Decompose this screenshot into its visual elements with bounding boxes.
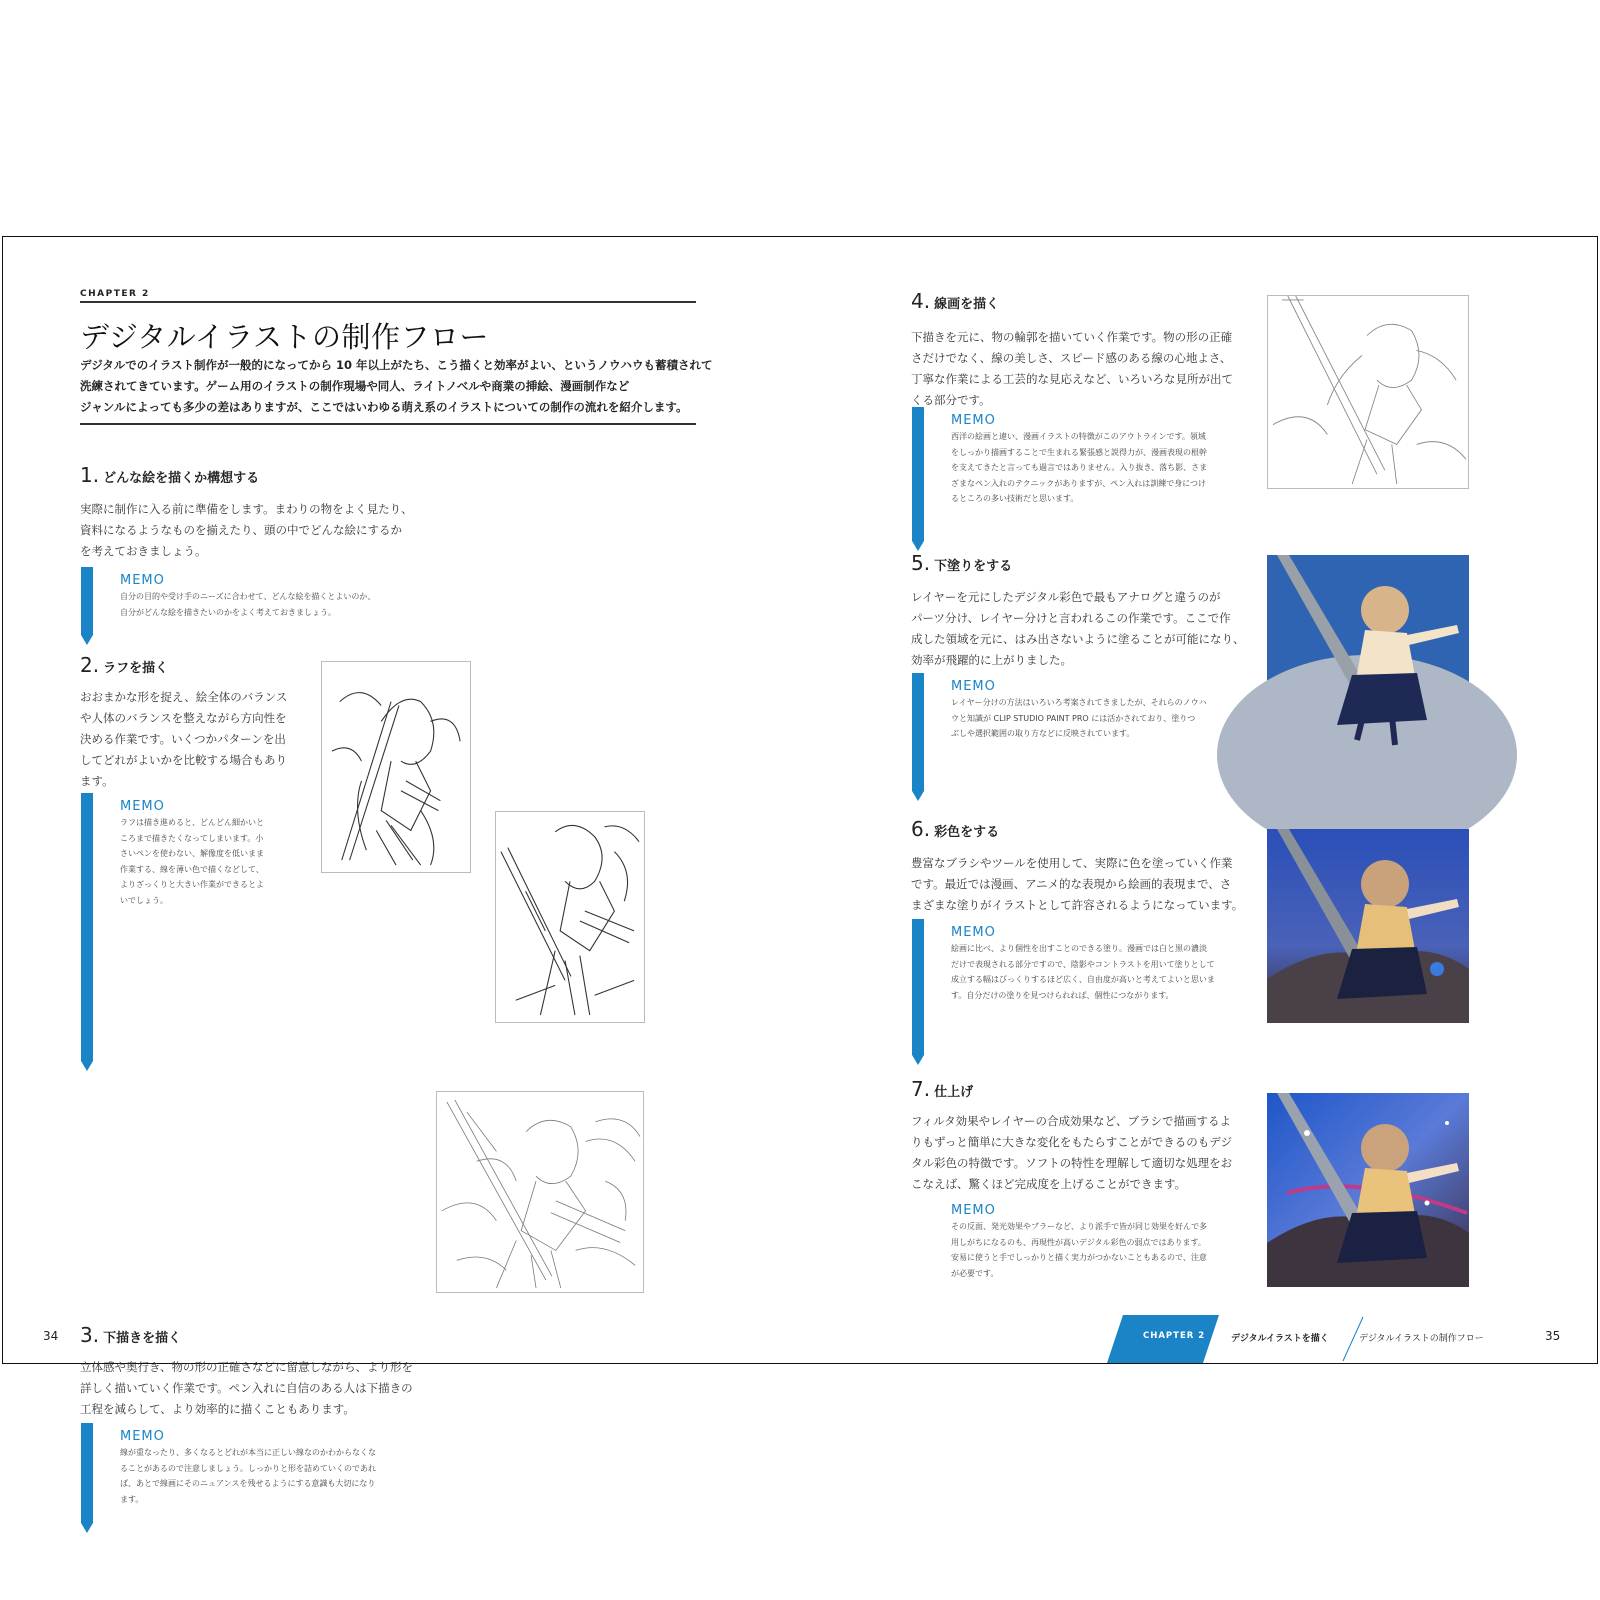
rough-sketch-image-1 (321, 661, 471, 873)
section-7-body: フィルタ効果やレイヤーの合成効果など、ブラシで描画するよ りもずっと簡単に大きな変化をもたらすことができるのもデジ タル彩色の特徴です。ソフトの特性を理解して適切な処理をお こなえば、驚くほど完成度を上げることができます。 (911, 1114, 1233, 1191)
section-3-heading: 3. 下描きを描く (80, 1323, 182, 1347)
memo-3-text: 線が重なったり、多くなるとどれが本当に正しい線なのかわからなくな ることがあるので注意しましょう。しっかりと形を詰めていくのであれ ば、あとで線画にそのニュアンスを残せるようにする意識も大切になり ます。 (120, 1448, 376, 1504)
section-2-body: おおまかな形を捉え、絵全体のバランス や人体のバランスを整えながら方向性を 決める作業です。いくつかパターンを出 してどれがよいかを比較する場合もあり ます。 (80, 690, 288, 788)
section-3-body: 立体感や奥行き、物の形の正確さなどに留意しながら、より形を 詳しく描いていく作業です。ペン入れに自信のある人は下描きの 工程を減らして、より効率的に描くこともあります。 (80, 1360, 414, 1416)
memo-1-text: 自分の目的や受け手のニーズに合わせて、どんな絵を描くとよいのか、 自分がどんな絵を描きたいのかをよく考えておきましょう。 (120, 592, 376, 617)
memo-4-text: 西洋の絵画と違い、漫画イラストの特徴がこのアウトラインです。領域 をしっかり描画することで生まれる緊張感と説得力が、漫画表現の根幹 を支えてきたと言っても過言ではありません。入り抜き、落ち影、さま ざまなペン入れのテクニックがありますが、ペン入れは訓練で身につけ るところの多い技術だと思います。 (951, 432, 1208, 503)
page-number-right: 35 (1545, 1329, 1561, 1343)
memo-7-label: MEMO (951, 1203, 996, 1218)
section-5-body: レイヤーを元にしたデジタル彩色で最もアナログと違うのが パーツ分け、レイヤー分けと言われるこの作業です。ここで作 成した領域を元に、はみ出さないように塗ることが可能になり、 効率が飛躍的に上がりました。 (911, 590, 1245, 667)
section-7-heading: 7. 仕上げ (911, 1077, 974, 1101)
section-1-heading: 1. どんな絵を描くか構想する (80, 463, 260, 487)
memo-5-text: レイヤー分けの方法はいろいろ考案されてきましたが、それらのノウハ ウと知識が CLIP STUDIO PAINT PRO には活かされており、塗りつ ぶしや選択範囲の取り方などに反映されています。 (951, 698, 1207, 738)
memo-6-bar (912, 919, 924, 1065)
section-6-heading: 6. 彩色をする (911, 817, 1000, 841)
memo-7-text: その反面、発光効果やブラーなど、より派手で皆が同じ効果を好んで多 用しがちになるのも、再現性が高いデジタル彩色の弱点ではあります。 安易に使うと手でしっかりと描く実力がつかないこともあるので、注意 が必要です。 (951, 1222, 1207, 1278)
section-4-heading: 4. 線画を描く (911, 289, 1000, 313)
section-2-heading: 2. ラフを描く (80, 653, 169, 677)
intro-paragraph: デジタルでのイラスト制作が一般的になってから 10 年以上がたち、こう描くと効率がよい、というノウハウも蓄積されて 洗練されてきています。ゲーム用のイラストの制作現場や同人、ライトノベルや商業の挿絵、漫画制作など ジャンルによっても多少の差はありますが、ここではいわゆる萌え系のイラストについての制作の流れを紹介します。 (80, 358, 713, 414)
section-1-body: 実際に制作に入る前に準備をします。まわりの物をよく見たり、 資料になるようなものを揃えたり、頭の中でどんな絵にするか を考えておきましょう。 (80, 502, 413, 558)
memo-4-label: MEMO (951, 413, 996, 428)
header-rule-bottom (80, 423, 696, 425)
footer-section-name: デジタルイラストの制作フロー (1359, 1334, 1484, 1344)
memo-3-label: MEMO (120, 1429, 165, 1444)
memo-1-bar (81, 567, 93, 645)
memo-6-text: 絵画に比べ、より個性を出すことのできる塗り。漫画では白と黒の濃淡 だけで表現される部分ですので、陰影やコントラストを用いて塗りとして 成立する幅はびっくりするほど広く、自由度が高いと考えてよいと思いま す。自分だけの塗りを見つけられれば、個性につながります。 (951, 944, 1215, 1000)
memo-6-label: MEMO (951, 925, 996, 940)
header-rule-top (80, 301, 696, 303)
rough-sketch-image-2 (495, 811, 645, 1023)
memo-2-label: MEMO (120, 799, 165, 814)
footer-chapter-name: デジタルイラストを描く (1231, 1334, 1329, 1344)
page-title: デジタルイラストの制作フロー (80, 320, 489, 354)
chapter-label: CHAPTER 2 (80, 289, 150, 299)
section-6-body: 豊富なブラシやツールを使用して、実際に色を塗っていく作業 です。最近では漫画、アニメ的な表現から絵画的表現まで、さ まざまな塗りがイラストとして許容されるようになっています。 (911, 856, 1244, 912)
memo-5-bar (912, 673, 924, 801)
memo-1-label: MEMO (120, 573, 165, 588)
section-5-heading: 5. 下塗りをする (911, 551, 1013, 575)
underdrawing-image (436, 1091, 644, 1293)
painted-color-image (1267, 829, 1469, 1023)
finished-image (1267, 1093, 1469, 1287)
memo-4-bar (912, 407, 924, 551)
footer-chapter-tab: CHAPTER 2 (1143, 1331, 1206, 1341)
flat-color-image (1267, 555, 1469, 749)
memo-2-text: ラフは描き進めると、どんどん細かいと ころまで描きたくなってしまいます。小 さいペンを使わない、解像度を低いまま 作業する、線を薄い色で描くなどして、 よりざっくりと大きい作業ができるとよ いでしょう。 (120, 818, 264, 905)
memo-5-label: MEMO (951, 679, 996, 694)
lineart-image (1267, 295, 1469, 489)
book-spread (2, 236, 1598, 1504)
page-number-left: 34 (43, 1329, 59, 1343)
memo-3-bar (81, 1423, 93, 1533)
memo-2-bar (81, 793, 93, 1071)
section-4-body: 下描きを元に、物の輪郭を描いていく作業です。物の形の正確 さだけでなく、線の美しさ、スピード感のある線の心地よさ、 丁寧な作業による工芸的な見応えなど、いろいろな見所が出て くる部分です。 (911, 330, 1233, 407)
